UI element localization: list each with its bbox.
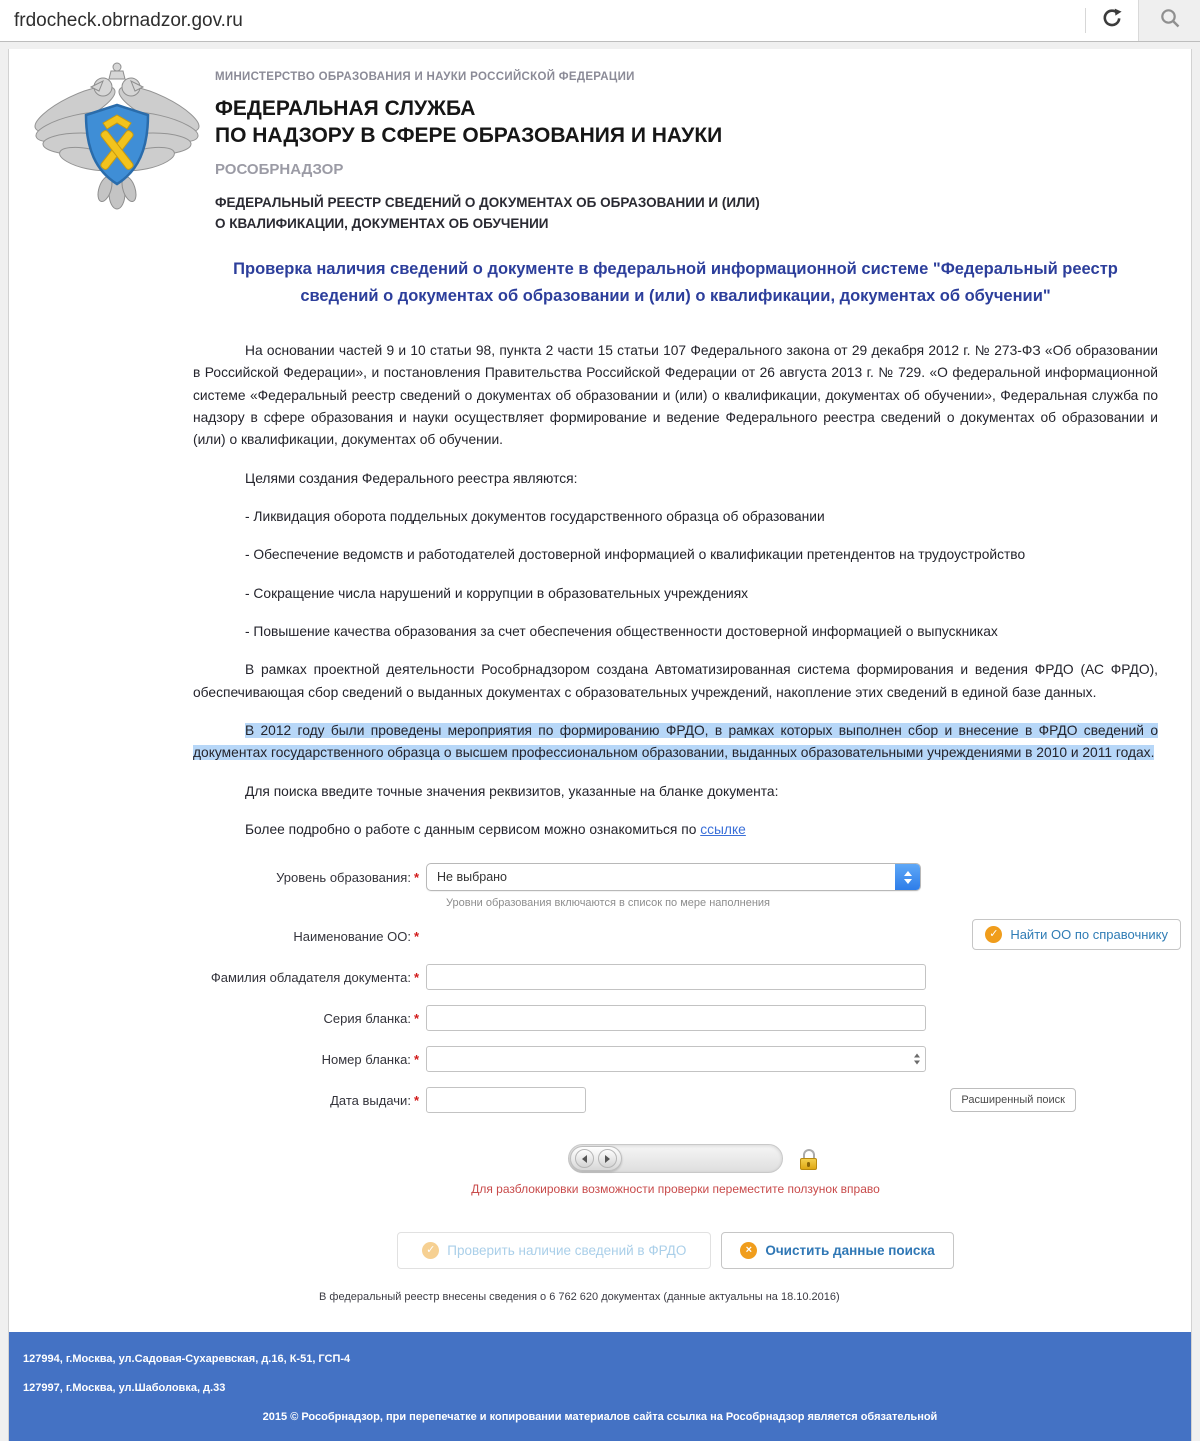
required-mark: *: [413, 1051, 419, 1067]
search-icon: [1159, 7, 1181, 34]
ministry-line: МИНИСТЕРСТВО ОБРАЗОВАНИЯ И НАУКИ РОССИЙСКОЙ ФЕДЕРАЦИИ: [215, 71, 635, 83]
registry-name-line2: О КВАЛИФИКАЦИИ, ДОКУМЕНТАХ ОБ ОБУЧЕНИИ: [215, 215, 549, 231]
find-oo-button-label: Найти ОО по справочнику: [1010, 927, 1168, 943]
oo-name-label: Наименование ОО: *: [293, 928, 419, 944]
reload-button[interactable]: [1086, 0, 1138, 41]
form-row-issue-date: [193, 1086, 1158, 1114]
service-name-line2: ПО НАДЗОРУ В СФЕРЕ ОБРАЗОВАНИЯ И НАУКИ: [215, 124, 723, 148]
browser-address-bar: [0, 0, 1200, 42]
slider-hint-text: Для разблокировки возможности проверки переместите ползунок вправо: [471, 1182, 880, 1197]
service-name: [215, 95, 760, 150]
form-row-education-level: [193, 863, 1158, 891]
unlock-slider-handle[interactable]: [570, 1146, 622, 1171]
paragraph-more-info: [193, 819, 1158, 841]
clear-icon: ×: [740, 1242, 757, 1259]
find-oo-button[interactable]: [972, 919, 1181, 950]
education-level-label: Уровень образования: *: [276, 869, 419, 885]
required-mark: *: [413, 928, 419, 944]
page-container: [8, 49, 1192, 1441]
slider-right-arrow-button[interactable]: [598, 1149, 617, 1168]
find-check-icon: ✓: [985, 926, 1002, 943]
url-text: frdocheck.obrnadzor.gov.ru: [14, 9, 243, 31]
registry-name-line1: ФЕДЕРАЛЬНЫЙ РЕЕСТР СВЕДЕНИЙ О ДОКУМЕНТАХ ОБ ОБРАЗОВАНИИ И (ИЛИ): [215, 194, 760, 210]
form-row-surname: [193, 963, 1158, 991]
check-frdo-button[interactable]: [397, 1232, 711, 1269]
footer-address-1: 127994, г.Москва, ул.Садовая-Сухаревская, д.16, К-51, ГСП-4: [23, 1353, 351, 1365]
search-button[interactable]: [1138, 0, 1200, 41]
agency-short-name: РОСОБРНАДЗОР: [215, 160, 344, 178]
paragraph-search-instruction: Для поиска введите точные значения реквизитов, указанные на бланке документа:: [245, 783, 779, 799]
required-mark: *: [413, 1092, 419, 1108]
document-check-form: [193, 863, 1168, 1304]
intro-paragraph-legal: На основании частей 9 и 10 статьи 98, пункта 2 части 15 статьи 107 Федерального закона от 29 декабря 2012 г. № 273-ФЗ «Об образовании в Российской Федерации», и постановления Правительства Российской Федерации от 26 августа 2013 г. № 729. «О федеральной информационной системе «Федеральный реестр сведений о документах об образовании и (или) о квалификации, документах об обучении», Федеральная служба по надзору в сфере образования и науки осуществляет формирование и ведение Федерального реестра сведений о документах об образовании и (или) о квалификации, документах об обучении.: [193, 342, 1158, 448]
site-header: [9, 49, 1191, 234]
lock-icon: [798, 1149, 820, 1171]
form-actions: [193, 1232, 1158, 1269]
goal-item: - Повышение качества образования за счет обеспечения общественности достоверной информацией о выпускниках: [245, 623, 998, 639]
unlock-slider-track[interactable]: [568, 1144, 783, 1173]
clear-search-button-label: Очистить данные поиска: [765, 1243, 935, 1259]
education-level-select[interactable]: [426, 863, 921, 891]
form-row-number: [193, 1045, 1158, 1073]
goals-intro: Целями создания Федерального реестра являются:: [245, 470, 578, 486]
reload-icon: [1101, 7, 1123, 34]
goal-item: - Ликвидация оборота поддельных документов государственного образца об образовании: [245, 508, 825, 524]
number-label: Номер бланка: *: [321, 1051, 419, 1067]
check-frdo-button-label: Проверить наличие сведений в ФРДО: [447, 1243, 687, 1259]
form-row-oo-name: [193, 922, 1168, 950]
main-content: [193, 256, 1168, 1304]
paragraph-frdo-system: В рамках проектной деятельности Рособрнадзором создана Автоматизированная система формирования и ведения ФРДО (АС ФРДО), обеспечивающая сбор сведений о выданных документах с образовательных учреждений, накопление этих сведений в единой базе данных.: [193, 662, 1158, 700]
advanced-search-button[interactable]: Расширенный поиск: [950, 1088, 1076, 1112]
slider-left-arrow-button[interactable]: [575, 1149, 594, 1168]
highlighted-text: В 2012 году были проведены мероприятия по формированию ФРДО, в рамках которых выполнен сбор и внесение в ФРДО сведений о документах государственного образца о высшем профессиональном образовании, выданных образовательными учреждениями в 2010 и 2011 годах.: [193, 723, 1158, 761]
issue-date-label: Дата выдачи: *: [330, 1092, 419, 1108]
page-title: Проверка наличия сведений о документе в федеральной информационной системе "Федеральный реестр сведений о документах об образовании и (или) о квалификации, документах об обучении": [233, 260, 1118, 306]
series-input[interactable]: [426, 1005, 926, 1031]
site-footer: [9, 1332, 1191, 1441]
education-level-hint: Уровни образования включаются в список по мере наполнения: [446, 897, 771, 910]
footer-address-2: 127997, г.Москва, ул.Шаболовка, д.33: [23, 1382, 226, 1394]
number-input[interactable]: [426, 1046, 926, 1072]
required-mark: *: [413, 869, 419, 885]
check-icon: ✓: [422, 1242, 439, 1259]
required-mark: *: [413, 969, 419, 985]
goal-item: - Сокращение числа нарушений и коррупции в образовательных учреждениях: [245, 585, 749, 601]
education-level-value: Не выбрано: [437, 870, 507, 885]
service-help-link[interactable]: ссылке: [700, 822, 746, 838]
paragraph-2012-highlighted: [193, 720, 1158, 765]
more-info-text: Более подробно о работе с данным сервисом можно ознакомиться по: [245, 822, 701, 838]
header-text-block: [215, 57, 760, 234]
rosobrnadzor-emblem-icon: [29, 57, 205, 219]
form-row-series: [193, 1004, 1158, 1032]
surname-input[interactable]: [426, 964, 926, 990]
goal-item: - Обеспечение ведомств и работодателей достоверной информацией о квалификации претендентов на трудоустройство: [245, 547, 1026, 563]
number-stepper[interactable]: [914, 1054, 920, 1065]
registry-name: [215, 193, 760, 235]
surname-label: Фамилия обладателя документа: *: [210, 969, 419, 985]
footer-copyright: 2015 © Рособрнадзор, при перепечатке и копировании материалов сайта ссылка на Рособрнадзор является обязательной: [262, 1411, 938, 1423]
registry-count-note: В федеральный реестр внесены сведения о 6 762 620 документах (данные актуальны на 18.10.2016): [319, 1291, 840, 1304]
required-mark: *: [413, 1010, 419, 1026]
clear-search-button[interactable]: [721, 1232, 953, 1269]
issue-date-input[interactable]: [426, 1087, 586, 1113]
series-label: Серия бланка: *: [323, 1010, 419, 1026]
unlock-slider-area: [193, 1144, 1158, 1173]
service-name-line1: ФЕДЕРАЛЬНАЯ СЛУЖБА: [215, 97, 476, 120]
chevron-up-down-icon: [895, 864, 920, 890]
url-field[interactable]: [0, 0, 1085, 41]
